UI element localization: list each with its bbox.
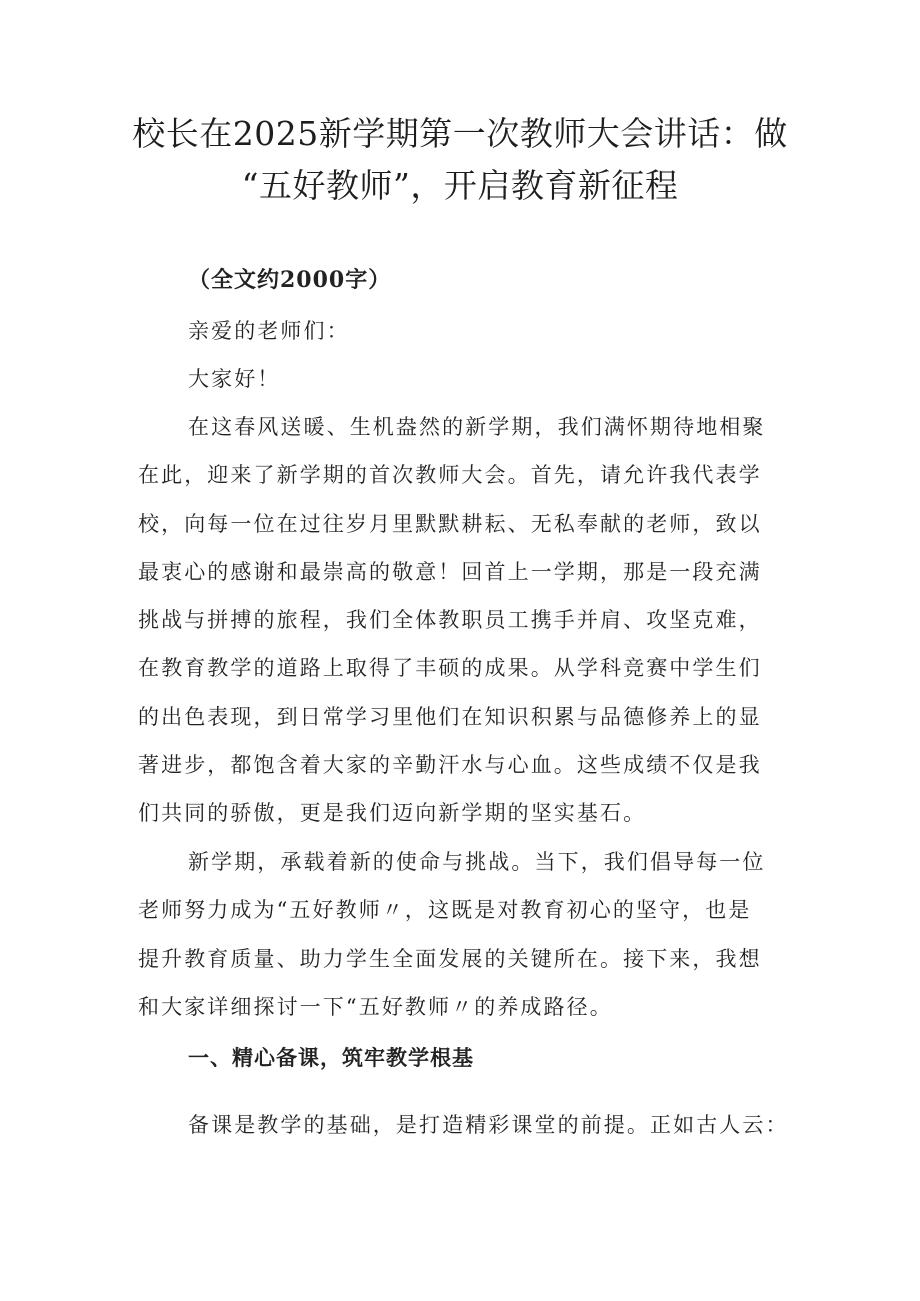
section-heading: 一、精心备课，筑牢教学根基 [188, 1045, 474, 1070]
paragraph-line: 最衷心的感谢和最崇高的敬意！回首上一学期，那是一段充满 [138, 559, 762, 584]
title-line-2: “五好教师”，开启教育新征程 [241, 166, 679, 205]
salutation: 亲爱的老师们： [188, 319, 350, 343]
paragraph-line: 和大家详细探讨一下“五好教师〃的养成路径。 [138, 994, 613, 1019]
paragraph-line: 著进步，都饱含着大家的辛勤汗水与心血。这些成绩不仅是我 [138, 753, 762, 778]
paragraph-line: 的出色表现，到日常学习里他们在知识积累与品德修养上的显 [138, 704, 762, 729]
document-title [100, 108, 820, 212]
title-line-1: 校长在2025新学期第一次教师大会讲话：做 [132, 114, 788, 153]
salutation-block [138, 307, 778, 404]
paragraph-line: 校，向每一位在过往岁月里默默耕耘、无私奉献的老师，致以 [138, 511, 762, 536]
paragraph-1 [138, 403, 778, 838]
paragraph-line: 在此，迎来了新学期的首次教师大会。首先，请允许我代表学 [138, 463, 762, 488]
paragraph-line: 老师努力成为“五好教师〃，这既是对教育初心的坚守，也是 [138, 898, 752, 923]
paragraph-3 [138, 1101, 789, 1149]
greeting: 大家好！ [188, 367, 281, 392]
paragraph-line: 们共同的骄傲，更是我们迈向新学期的坚实基石。 [138, 801, 647, 826]
paragraph-line: 挑战与拼搏的旅程，我们全体教职员工携手并肩、攻坚克难， [138, 608, 762, 633]
paragraph-line: 在教育教学的道路上取得了丰硕的成果。从学科竞赛中学生们 [138, 656, 762, 681]
paragraph-line: 提升教育质量、助力学生全面发展的关键所在。接下来，我想 [138, 946, 762, 971]
paragraph-2 [138, 838, 778, 1031]
paragraph-line: 在这春风送暖、生机盎然的新学期，我们满怀期待地相聚 [188, 415, 766, 439]
word-count-note: （全文约2000字） [188, 267, 392, 293]
paragraph-line: 新学期，承载着新的使命与挑战。当下，我们倡导每一位 [188, 850, 766, 874]
paragraph-line: 备课是教学的基础，是打造精彩课堂的前提。正如古人云： [188, 1113, 789, 1137]
